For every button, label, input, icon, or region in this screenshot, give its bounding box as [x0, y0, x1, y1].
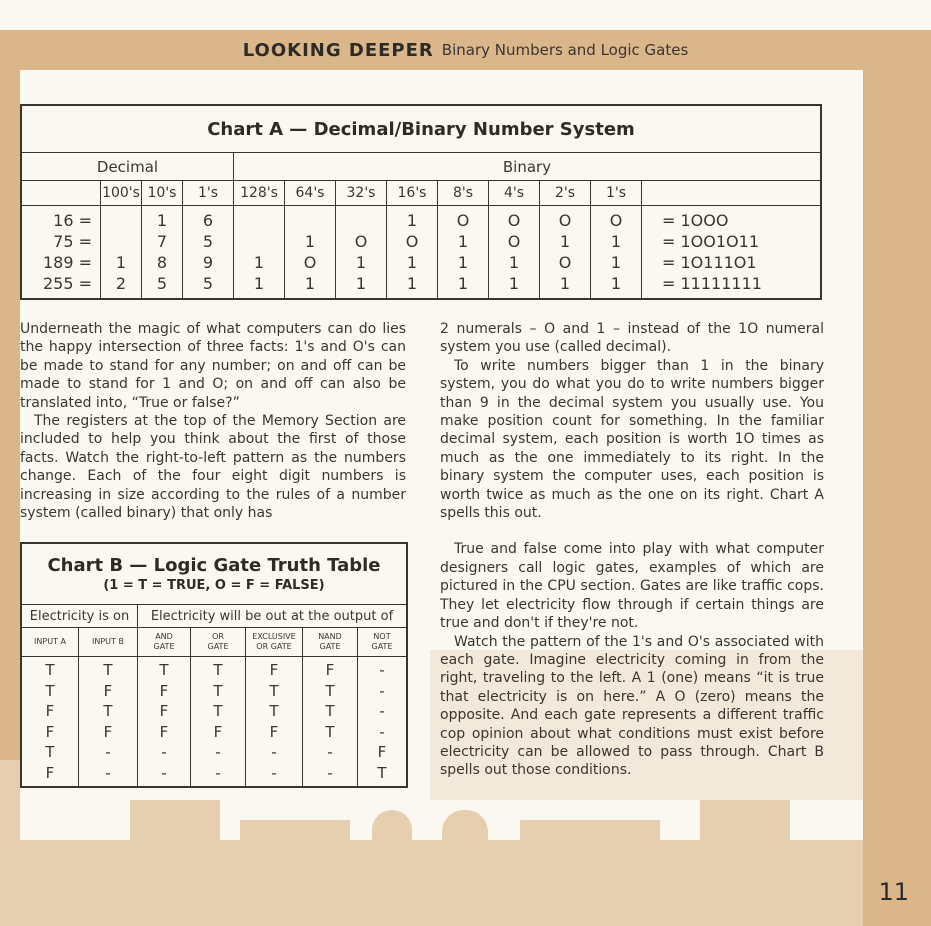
- chart-a-col-header: 1's: [183, 181, 234, 206]
- chart-a-cell-column: O 1 O 1: [540, 206, 591, 300]
- chart-b-title-cell: [21, 543, 407, 605]
- page-number: 11: [878, 878, 909, 906]
- chart-b-column: F T T T - -: [303, 657, 358, 788]
- paragraph: To write numbers bigger than 1 in the binary system, you do what you do to write numbers bigger than 9 in the decimal system you usually use. You make position count for something. In the familiar decimal system, each position is worth 1O times as much as the one immediately to its right. In the binary system the computer uses, each position is worth twice as much as the one on its right. Chart A spells this out.: [440, 357, 824, 522]
- chart-a-cell-column: 1 7 8 5: [142, 206, 183, 300]
- chart-a-col-label: [21, 181, 101, 206]
- chart-a-title: Chart A — Decimal/Binary Number System: [21, 105, 821, 153]
- chart-a-cell-column: 1 O 1 1: [387, 206, 438, 300]
- chart-b-gate-header: INPUT A: [21, 628, 79, 657]
- chart-a-col-header: 10's: [142, 181, 183, 206]
- chart-a-decimal-labels: 16 = 75 = 189 = 255 =: [21, 206, 101, 300]
- chart-a-col-header: 4's: [489, 181, 540, 206]
- chart-a-col-header: 8's: [438, 181, 489, 206]
- chart-b-table: [20, 542, 408, 788]
- chart-a-col-header: 64's: [285, 181, 336, 206]
- chart-a-results: = 1OOO = 1OO1O11 = 1O111O1 = 11111111: [642, 206, 822, 300]
- chart-b-gate-header: OR GATE: [191, 628, 246, 657]
- chart-b-column: - - - - F T: [358, 657, 408, 788]
- chart-b-column: T T T F - -: [191, 657, 246, 788]
- chart-a-col-result: [642, 181, 822, 206]
- chart-b-column: F T T F - -: [246, 657, 303, 788]
- chart-a-cell-column: 1 2: [101, 206, 142, 300]
- left-column-text: [20, 320, 406, 522]
- chart-a-col-header: 16's: [387, 181, 438, 206]
- chart-a-col-header: 1's: [591, 181, 642, 206]
- chart-b-column: T F F F - -: [138, 657, 191, 788]
- chart-b-subtitle: (1 = T = TRUE, O = F = FALSE): [103, 578, 325, 593]
- chart-a-cell-column: 6 5 9 5: [183, 206, 234, 300]
- chart-a-table: [20, 104, 822, 300]
- chart-a-cell-column: O 1 1 1: [591, 206, 642, 300]
- paragraph: The registers at the top of the Memory Section are included to help you think about the first of those facts. Watch the right-to-left pattern as the numbers change. Each of the four eight digit numbers is increasing in size according to the rules of a number system (called binary) that only has: [20, 413, 406, 522]
- chart-a-cell-column: O 1 1 1: [438, 206, 489, 300]
- chart-a-group-decimal: Decimal: [21, 153, 234, 181]
- chart-b-group-inputs: Electricity is on: [21, 605, 138, 628]
- chart-b-group-outputs: Electricity will be out at the output of: [138, 605, 408, 628]
- chart-a-cell-column: O O 1 1: [489, 206, 540, 300]
- chart-a-col-header: 2's: [540, 181, 591, 206]
- section-header: [0, 30, 931, 70]
- chart-b-column: T T F F T F: [21, 657, 79, 788]
- right-column-text: [440, 320, 824, 780]
- chart-b-gate-header: AND GATE: [138, 628, 191, 657]
- chart-a-cell-column: 1 O 1: [285, 206, 336, 300]
- chart-b-gate-header: EXCLUSIVE OR GATE: [246, 628, 303, 657]
- chart-a-cell-column: O 1 1: [336, 206, 387, 300]
- chart-a-col-header: 100's: [101, 181, 142, 206]
- chart-a-group-binary: Binary: [234, 153, 822, 181]
- section-header-title: LOOKING DEEPER: [242, 39, 434, 61]
- paragraph: Watch the pattern of the 1's and O's associated with each gate. Imagine electricity coming in from the right, traveling to the left. A 1 (one) means “it is true that electricity is on here.” A O (zero) means the opposite. And each gate represents a different traffic cop opinion about what conditions must exist before electricity can be allowed to pass through. Chart B spells out those conditions.: [440, 633, 824, 779]
- chart-a-cell-column: 1 1: [234, 206, 285, 300]
- paragraph: 2 numerals – O and 1 – instead of the 1O numeral system you use (called decimal).: [440, 321, 824, 356]
- chart-b-gate-header: INPUT B: [79, 628, 138, 657]
- chart-b-gate-header: NAND GATE: [303, 628, 358, 657]
- chart-b-column: T F T F - -: [79, 657, 138, 788]
- chart-a-col-header: 128's: [234, 181, 285, 206]
- section-header-subtitle: Binary Numbers and Logic Gates: [441, 41, 689, 59]
- page-border-right: [863, 30, 931, 926]
- chart-a-col-header: 32's: [336, 181, 387, 206]
- paragraph: Underneath the magic of what computers can do lies the happy intersection of three facts: 1's and O's can be made to stand for any number; on and off can be made to stand for 1 and O; on and off can also be translated into, “True or false?”: [20, 321, 406, 411]
- chart-b-title: Chart B — Logic Gate Truth Table: [47, 555, 381, 576]
- paragraph: True and false come into play with what computer designers call logic gates, examples of which are pictured in the CPU section. Gates are like traffic cops. They let electricity flow through if certain things are true and don't if they're not.: [440, 541, 824, 632]
- chart-b-gate-header: NOT GATE: [358, 628, 408, 657]
